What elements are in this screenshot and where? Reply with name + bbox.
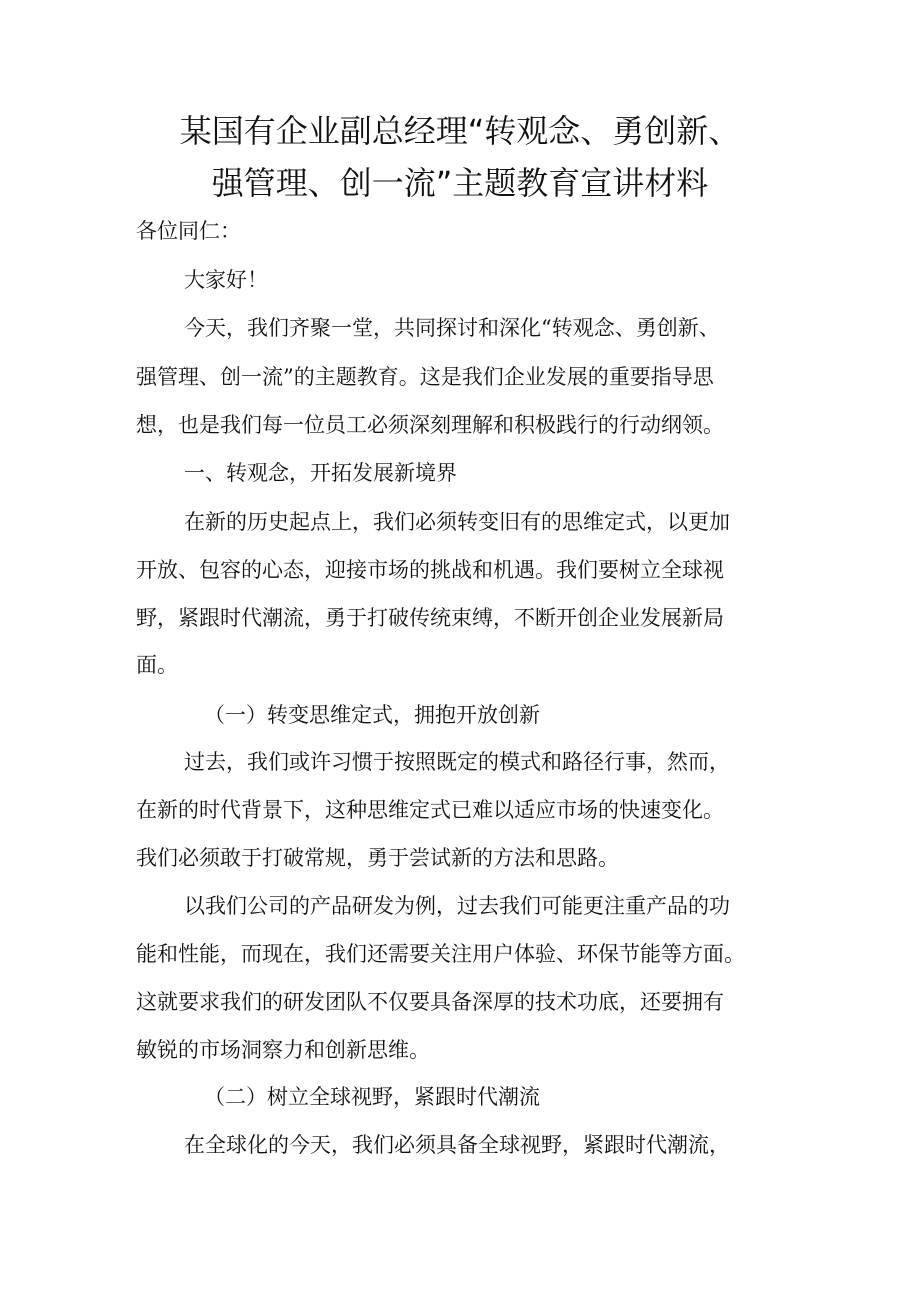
paragraph-line: 敏锐的市场洞察力和创新思维。: [136, 1038, 430, 1062]
paragraph-line: 面。: [136, 653, 178, 677]
subsection-heading-1: （一）转变思维定式，拥抱开放创新: [204, 703, 540, 727]
paragraph-line: 能和性能，而现在，我们还需要关注用户体验、环保节能等方面。: [136, 942, 745, 966]
greeting: 大家好！: [184, 268, 268, 292]
document-title-line-1: 某国有企业副总经理“转观念、勇创新、: [179, 112, 741, 150]
subsection-heading-2: （二）树立全球视野，紧跟时代潮流: [204, 1085, 540, 1109]
paragraph-line: 想，也是我们每一位员工必须深刻理解和积极践行的行动纲领。: [136, 413, 724, 437]
document-title-line-2: 强管理、创一流”主题教育宣讲材料: [211, 164, 709, 202]
paragraph-line: 我们必须敢于打破常规，勇于尝试新的方法和思路。: [136, 846, 619, 870]
paragraph-line: 强管理、创一流”的主题教育。这是我们企业发展的重要指导思: [136, 365, 714, 389]
paragraph-line: 开放、包容的心态，迎接市场的挑战和机遇。我们要树立全球视: [136, 558, 724, 582]
paragraph-line: 以我们公司的产品研发为例，过去我们可能更注重产品的功: [184, 894, 730, 918]
paragraph-line: 野，紧跟时代潮流，勇于打破传统束缚，不断开创企业发展新局: [136, 606, 724, 630]
paragraph-line: 这就要求我们的研发团队不仅要具备深厚的技术功底，还要拥有: [136, 990, 724, 1014]
paragraph-line: 过去，我们或许习惯于按照既定的模式和路径行事，然而，: [184, 750, 730, 774]
section-heading-1: 一、转观念，开拓发展新境界: [184, 461, 457, 485]
paragraph-line: 今天，我们齐聚一堂，共同探讨和深化“转观念、勇创新、: [184, 316, 720, 340]
paragraph-line: 在新的时代背景下，这种思维定式已难以适应市场的快速变化。: [136, 798, 724, 822]
salutation: 各位同仁：: [136, 219, 241, 243]
paragraph-line: 在全球化的今天，我们必须具备全球视野，紧跟时代潮流，: [184, 1133, 730, 1157]
paragraph-line: 在新的历史起点上，我们必须转变旧有的思维定式，以更加: [184, 510, 730, 534]
